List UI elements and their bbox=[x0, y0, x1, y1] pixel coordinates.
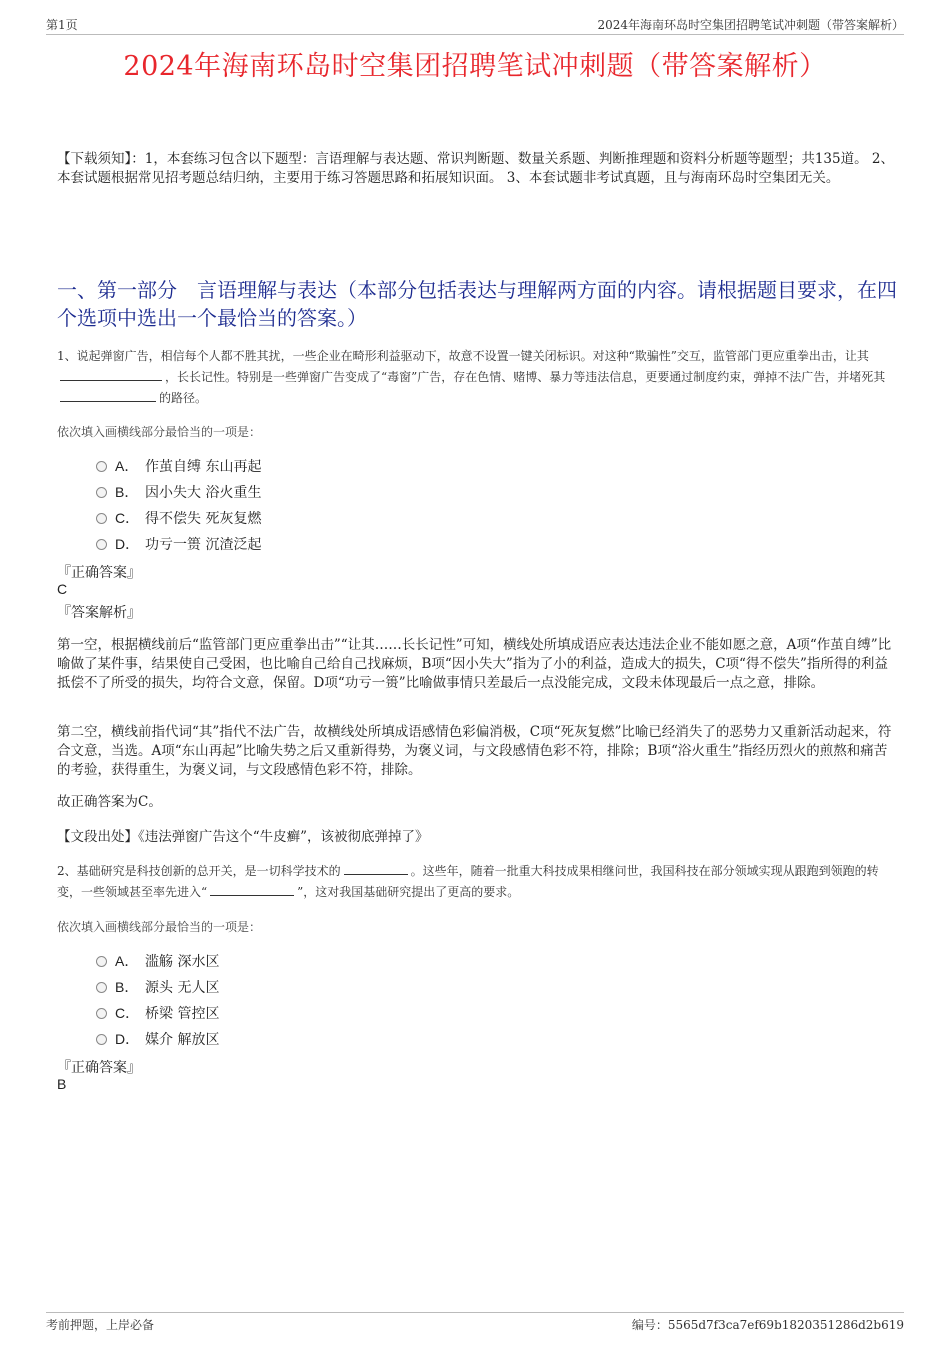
blank-1 bbox=[60, 367, 162, 381]
question-1-text-a: 1、说起弹窗广告，相信每个人都不胜其扰，一些企业在畸形利益驱动下，故意不设置一键关闭标识。对这种“欺骗性”交互，监管部门更应重拳出击，让其 bbox=[57, 349, 869, 363]
header-doc-title: 2024年海南环岛时空集团招聘笔试冲刺题（带答案解析） bbox=[597, 18, 904, 32]
radio-icon[interactable] bbox=[96, 513, 107, 524]
question-2-prompt: 依次填入画横线部分最恰当的一项是： bbox=[57, 920, 262, 934]
radio-icon[interactable] bbox=[96, 982, 107, 993]
radio-icon[interactable] bbox=[96, 539, 107, 550]
question-2-text-a: 2、基础研究是科技创新的总开关，是一切科学技术的 bbox=[57, 864, 341, 878]
q2-option-c[interactable]: C． 桥梁 管控区 bbox=[96, 1003, 219, 1025]
q2-option-a[interactable]: A． 滥觞 深水区 bbox=[96, 951, 219, 973]
q1-source: 【文段出处】《违法弹窗广告这个“牛皮癣”，该被彻底弹掉了》 bbox=[57, 829, 429, 845]
radio-icon[interactable] bbox=[96, 487, 107, 498]
blank-4 bbox=[210, 882, 294, 896]
footer-doc-id: 编号：5565d7f3ca7ef69b1820351286d2b619 bbox=[631, 1318, 904, 1332]
question-1-text-c: 的路径。 bbox=[159, 391, 208, 405]
q2-option-b[interactable]: B． 源头 无人区 bbox=[96, 977, 219, 999]
question-1-prompt: 依次填入画横线部分最恰当的一项是： bbox=[57, 425, 262, 439]
q1-option-d[interactable]: D． 功亏一篑 沉渣泛起 bbox=[96, 534, 261, 556]
page-footer bbox=[46, 1312, 904, 1333]
q1-analysis-para-2: 第二空，横线前指代词“其”指代不法广告，故横线处所填成语感情色彩偏消极，C项“死灰复燃”比喻已经消失了的恶势力又重新活动起来，符合文意，当选。A项“东山再起”比喻失势之后又重新得势，为褒义词，与文段感情色彩不符，排除；B项“浴火重生”指经历烈火的煎熬和痛苦的考验，获得重生，为褒义词，与文段感情色彩不符，排除。 bbox=[57, 724, 892, 778]
question-2-text-b: 。这些年，随着一批重大科技成果相继问世，我国科技在部分领域实现从跟跑到领跑的转变，一些领域甚至率先进入“ bbox=[57, 864, 879, 899]
page-title: 2024年海南环岛时空集团招聘笔试冲刺题（带答案解析） bbox=[123, 51, 827, 82]
radio-icon[interactable] bbox=[96, 1034, 107, 1045]
question-1-text-b: ，长长记性。特别是一些弹窗广告变成了“毒窗”广告，存在色情、赌博、暴力等违法信息，更要通过制度约束，弹掉不法广告，并堵死其 bbox=[165, 370, 886, 384]
blank-3 bbox=[344, 861, 408, 875]
footer-slogan: 考前押题，上岸必备 bbox=[46, 1318, 155, 1332]
blank-2 bbox=[60, 388, 156, 402]
q1-analysis-label: 『答案解析』 bbox=[57, 605, 141, 621]
section-heading: 一、第一部分 言语理解与表达（本部分包括表达与理解两方面的内容。请根据题目要求，在四个选项中选出一个最恰当的答案。） bbox=[57, 278, 897, 330]
q2-answer: B bbox=[57, 1076, 67, 1092]
q1-answer-label: 『正确答案』 bbox=[57, 565, 141, 581]
q1-answer: C bbox=[57, 581, 68, 597]
q2-option-d[interactable]: D． 媒介 解放区 bbox=[96, 1029, 219, 1051]
radio-icon[interactable] bbox=[96, 956, 107, 967]
q1-conclusion: 故正确答案为C。 bbox=[57, 794, 162, 810]
q2-answer-label: 『正确答案』 bbox=[57, 1060, 141, 1076]
question-2 bbox=[57, 861, 899, 903]
question-1 bbox=[57, 346, 899, 409]
download-notice: 【下载须知】：1，本套练习包含以下题型：言语理解与表达题、常识判断题、数量关系题、判断推理题和资料分析题等题型；共135道。 2、本套试题根据常见招考题总结归纳，主要用于练习答题思路和拓展知识面。 3、本套试题非考试真题，且与海南环岛时空集团无关。 bbox=[57, 151, 894, 186]
radio-icon[interactable] bbox=[96, 1008, 107, 1019]
radio-icon[interactable] bbox=[96, 461, 107, 472]
page-header bbox=[46, 16, 904, 35]
q1-option-c[interactable]: C． 得不偿失 死灰复燃 bbox=[96, 508, 261, 530]
question-2-text-c: ”，这对我国基础研究提出了更高的要求。 bbox=[297, 885, 520, 899]
q1-option-b[interactable]: B． 因小失大 浴火重生 bbox=[96, 482, 261, 504]
page-number: 第1页 bbox=[46, 18, 78, 32]
q1-option-a[interactable]: A． 作茧自缚 东山再起 bbox=[96, 456, 261, 478]
q1-analysis-para-1: 第一空，根据横线前后“监管部门更应重拳出击”“让其……长长记性”可知，横线处所填成语应表达违法企业不能如愿之意，A项“作茧自缚”比喻做了某件事，结果使自己受困，也比喻自己给自己找麻烦，B项“因小失大”指为了小的利益，造成大的损失，C项“得不偿失”指所得的利益抵偿不了所受的损失，均符合文意，保留。D项“功亏一篑”比喻做事情只差最后一点没能完成，文段未体现最后一点之意，排除。 bbox=[57, 637, 892, 691]
